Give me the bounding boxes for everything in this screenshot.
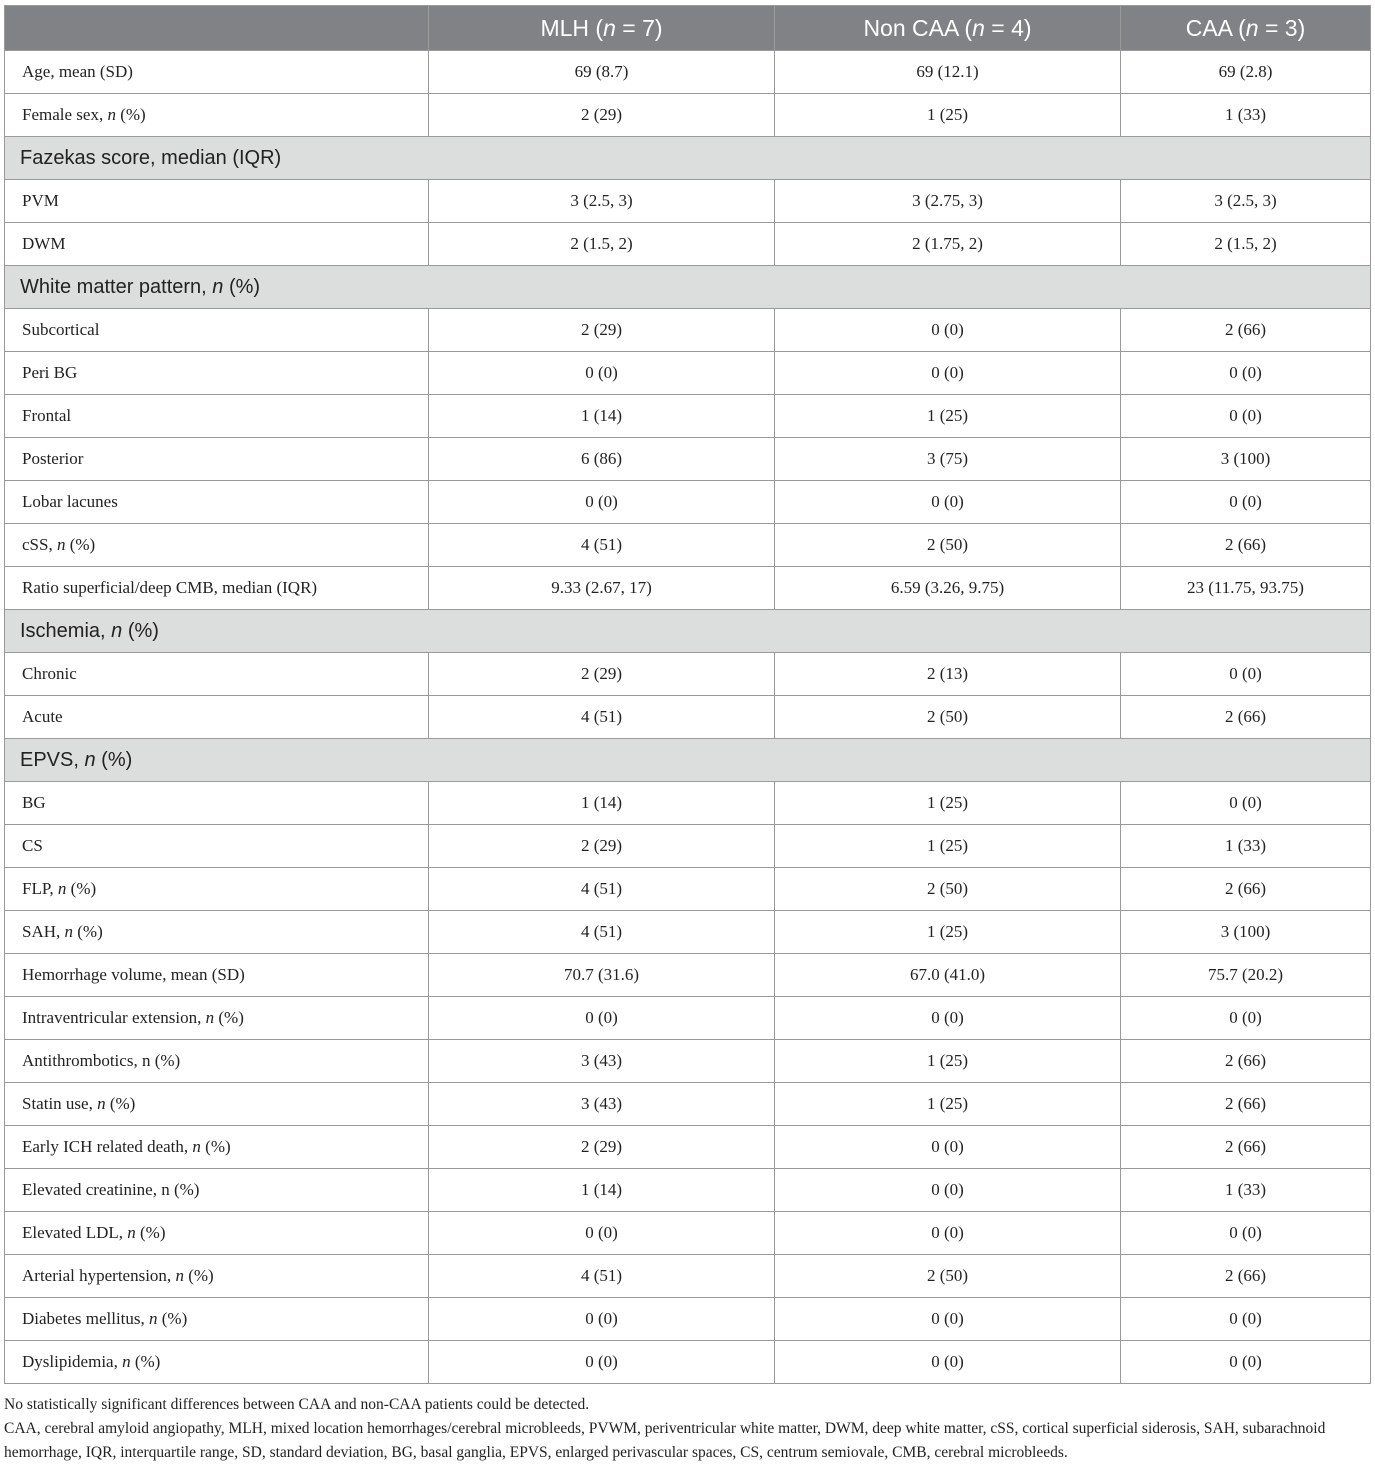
table-row bbox=[5, 567, 1371, 610]
non-caa-value: 0 (0) bbox=[775, 352, 1121, 395]
results-table bbox=[4, 5, 1371, 1384]
row-label: Subcortical bbox=[5, 309, 429, 352]
caa-value: 1 (33) bbox=[1121, 825, 1371, 868]
row-label: Age, mean (SD) bbox=[5, 51, 429, 94]
table-row bbox=[5, 309, 1371, 352]
non-caa-value: 3 (75) bbox=[775, 438, 1121, 481]
caa-value: 0 (0) bbox=[1121, 1212, 1371, 1255]
row-label: Frontal bbox=[5, 395, 429, 438]
caa-value: 0 (0) bbox=[1121, 782, 1371, 825]
non-caa-value: 2 (1.75, 2) bbox=[775, 223, 1121, 266]
table-row bbox=[5, 997, 1371, 1040]
section-header-row bbox=[5, 266, 1371, 309]
non-caa-value: 0 (0) bbox=[775, 481, 1121, 524]
non-caa-value: 1 (25) bbox=[775, 94, 1121, 137]
table-row bbox=[5, 524, 1371, 567]
caa-value: 0 (0) bbox=[1121, 1341, 1371, 1384]
table-row bbox=[5, 1255, 1371, 1298]
caa-value: 2 (66) bbox=[1121, 309, 1371, 352]
section-header-row bbox=[5, 739, 1371, 782]
row-label: Acute bbox=[5, 696, 429, 739]
section-label: White matter pattern, n (%) bbox=[5, 266, 1371, 309]
non-caa-value: 69 (12.1) bbox=[775, 51, 1121, 94]
mlh-value: 4 (51) bbox=[429, 868, 775, 911]
mlh-value: 2 (29) bbox=[429, 1126, 775, 1169]
footnote-significance: No statistically significant differences between CAA and non-CAA patients could be detected. bbox=[4, 1396, 590, 1413]
table-row bbox=[5, 352, 1371, 395]
mlh-value: 1 (14) bbox=[429, 782, 775, 825]
caa-value: 0 (0) bbox=[1121, 653, 1371, 696]
table-row bbox=[5, 51, 1371, 94]
row-label: Early ICH related death, n (%) bbox=[5, 1126, 429, 1169]
table-footnotes bbox=[4, 1393, 1372, 1465]
section-label: Ischemia, n (%) bbox=[5, 610, 1371, 653]
header-row bbox=[5, 6, 1371, 51]
caa-value: 1 (33) bbox=[1121, 1169, 1371, 1212]
row-label: Hemorrhage volume, mean (SD) bbox=[5, 954, 429, 997]
row-label: Intraventricular extension, n (%) bbox=[5, 997, 429, 1040]
non-caa-value: 0 (0) bbox=[775, 1169, 1121, 1212]
mlh-value: 4 (51) bbox=[429, 911, 775, 954]
caa-value: 3 (100) bbox=[1121, 438, 1371, 481]
header-empty-cell bbox=[5, 6, 429, 51]
mlh-value: 9.33 (2.67, 17) bbox=[429, 567, 775, 610]
table-row bbox=[5, 1083, 1371, 1126]
mlh-value: 4 (51) bbox=[429, 1255, 775, 1298]
table-row bbox=[5, 653, 1371, 696]
row-label: DWM bbox=[5, 223, 429, 266]
mlh-value: 2 (29) bbox=[429, 309, 775, 352]
non-caa-value: 2 (50) bbox=[775, 868, 1121, 911]
table-row bbox=[5, 825, 1371, 868]
row-label: Posterior bbox=[5, 438, 429, 481]
footnote-abbreviations: CAA, cerebral amyloid angiopathy, MLH, mixed location hemorrhages/cerebral microbleeds, PVWM, periventricular white matter, DWM, deep white matter, cSS, cortical superficial siderosis, SAH, subarachnoid hemorrhage, IQR, interquartile range, SD, standard deviation, BG, basal ganglia, EPVS, enlarged perivascular spaces, CS, centrum semiovale, CMB, cerebral microbleeds. bbox=[4, 1420, 1326, 1461]
caa-value: 3 (100) bbox=[1121, 911, 1371, 954]
caa-value: 2 (66) bbox=[1121, 1040, 1371, 1083]
non-caa-value: 0 (0) bbox=[775, 997, 1121, 1040]
row-label: Antithrombotics, n (%) bbox=[5, 1040, 429, 1083]
mlh-value: 1 (14) bbox=[429, 395, 775, 438]
non-caa-value: 67.0 (41.0) bbox=[775, 954, 1121, 997]
mlh-value: 0 (0) bbox=[429, 352, 775, 395]
mlh-value: 2 (29) bbox=[429, 653, 775, 696]
caa-value: 2 (66) bbox=[1121, 524, 1371, 567]
table-row bbox=[5, 1341, 1371, 1384]
caa-value: 2 (1.5, 2) bbox=[1121, 223, 1371, 266]
row-label: Lobar lacunes bbox=[5, 481, 429, 524]
mlh-value: 4 (51) bbox=[429, 696, 775, 739]
row-label: Female sex, n (%) bbox=[5, 94, 429, 137]
non-caa-value: 2 (50) bbox=[775, 524, 1121, 567]
table-row bbox=[5, 954, 1371, 997]
table-row bbox=[5, 1126, 1371, 1169]
caa-value: 2 (66) bbox=[1121, 1083, 1371, 1126]
row-label: Peri BG bbox=[5, 352, 429, 395]
row-label: BG bbox=[5, 782, 429, 825]
row-label: Statin use, n (%) bbox=[5, 1083, 429, 1126]
mlh-value: 3 (2.5, 3) bbox=[429, 180, 775, 223]
non-caa-value: 2 (50) bbox=[775, 696, 1121, 739]
table-row bbox=[5, 911, 1371, 954]
mlh-value: 0 (0) bbox=[429, 1298, 775, 1341]
table-row bbox=[5, 1040, 1371, 1083]
row-label: Ratio superficial/deep CMB, median (IQR) bbox=[5, 567, 429, 610]
row-label: CS bbox=[5, 825, 429, 868]
non-caa-value: 0 (0) bbox=[775, 309, 1121, 352]
caa-value: 0 (0) bbox=[1121, 481, 1371, 524]
non-caa-value: 0 (0) bbox=[775, 1126, 1121, 1169]
caa-value: 2 (66) bbox=[1121, 868, 1371, 911]
caa-value: 0 (0) bbox=[1121, 395, 1371, 438]
table-row bbox=[5, 223, 1371, 266]
caa-value: 0 (0) bbox=[1121, 997, 1371, 1040]
section-header-row bbox=[5, 137, 1371, 180]
header-mlh: MLH (n = 7) bbox=[429, 6, 775, 51]
mlh-value: 0 (0) bbox=[429, 481, 775, 524]
non-caa-value: 1 (25) bbox=[775, 395, 1121, 438]
table-row bbox=[5, 1212, 1371, 1255]
mlh-value: 6 (86) bbox=[429, 438, 775, 481]
caa-value: 23 (11.75, 93.75) bbox=[1121, 567, 1371, 610]
non-caa-value: 0 (0) bbox=[775, 1212, 1121, 1255]
mlh-value: 70.7 (31.6) bbox=[429, 954, 775, 997]
non-caa-value: 1 (25) bbox=[775, 1083, 1121, 1126]
header-caa: CAA (n = 3) bbox=[1121, 6, 1371, 51]
row-label: Elevated LDL, n (%) bbox=[5, 1212, 429, 1255]
caa-value: 2 (66) bbox=[1121, 696, 1371, 739]
row-label: FLP, n (%) bbox=[5, 868, 429, 911]
section-label: Fazekas score, median (IQR) bbox=[5, 137, 1371, 180]
caa-value: 2 (66) bbox=[1121, 1255, 1371, 1298]
table-row bbox=[5, 94, 1371, 137]
non-caa-value: 1 (25) bbox=[775, 911, 1121, 954]
header-non-caa: Non CAA (n = 4) bbox=[775, 6, 1121, 51]
mlh-value: 0 (0) bbox=[429, 1212, 775, 1255]
table-row bbox=[5, 180, 1371, 223]
caa-value: 1 (33) bbox=[1121, 94, 1371, 137]
caa-value: 3 (2.5, 3) bbox=[1121, 180, 1371, 223]
mlh-value: 0 (0) bbox=[429, 997, 775, 1040]
mlh-value: 2 (29) bbox=[429, 94, 775, 137]
table-row bbox=[5, 481, 1371, 524]
section-header-row bbox=[5, 610, 1371, 653]
caa-value: 69 (2.8) bbox=[1121, 51, 1371, 94]
row-label: Diabetes mellitus, n (%) bbox=[5, 1298, 429, 1341]
non-caa-value: 3 (2.75, 3) bbox=[775, 180, 1121, 223]
table-row bbox=[5, 1298, 1371, 1341]
row-label: Dyslipidemia, n (%) bbox=[5, 1341, 429, 1384]
non-caa-value: 1 (25) bbox=[775, 782, 1121, 825]
mlh-value: 69 (8.7) bbox=[429, 51, 775, 94]
non-caa-value: 6.59 (3.26, 9.75) bbox=[775, 567, 1121, 610]
row-label: PVM bbox=[5, 180, 429, 223]
row-label: SAH, n (%) bbox=[5, 911, 429, 954]
non-caa-value: 0 (0) bbox=[775, 1341, 1121, 1384]
table-row bbox=[5, 1169, 1371, 1212]
mlh-value: 2 (29) bbox=[429, 825, 775, 868]
table-row bbox=[5, 782, 1371, 825]
non-caa-value: 1 (25) bbox=[775, 1040, 1121, 1083]
table-row bbox=[5, 868, 1371, 911]
table-body bbox=[5, 51, 1371, 1384]
non-caa-value: 1 (25) bbox=[775, 825, 1121, 868]
mlh-value: 3 (43) bbox=[429, 1040, 775, 1083]
caa-value: 0 (0) bbox=[1121, 1298, 1371, 1341]
non-caa-value: 0 (0) bbox=[775, 1298, 1121, 1341]
mlh-value: 2 (1.5, 2) bbox=[429, 223, 775, 266]
section-label: EPVS, n (%) bbox=[5, 739, 1371, 782]
mlh-value: 3 (43) bbox=[429, 1083, 775, 1126]
row-label: Arterial hypertension, n (%) bbox=[5, 1255, 429, 1298]
non-caa-value: 2 (50) bbox=[775, 1255, 1121, 1298]
table-row bbox=[5, 395, 1371, 438]
table-row bbox=[5, 438, 1371, 481]
mlh-value: 1 (14) bbox=[429, 1169, 775, 1212]
table-header bbox=[5, 6, 1371, 51]
row-label: cSS, n (%) bbox=[5, 524, 429, 567]
mlh-value: 4 (51) bbox=[429, 524, 775, 567]
caa-value: 2 (66) bbox=[1121, 1126, 1371, 1169]
table-row bbox=[5, 696, 1371, 739]
mlh-value: 0 (0) bbox=[429, 1341, 775, 1384]
row-label: Chronic bbox=[5, 653, 429, 696]
non-caa-value: 2 (13) bbox=[775, 653, 1121, 696]
caa-value: 75.7 (20.2) bbox=[1121, 954, 1371, 997]
row-label: Elevated creatinine, n (%) bbox=[5, 1169, 429, 1212]
caa-value: 0 (0) bbox=[1121, 352, 1371, 395]
